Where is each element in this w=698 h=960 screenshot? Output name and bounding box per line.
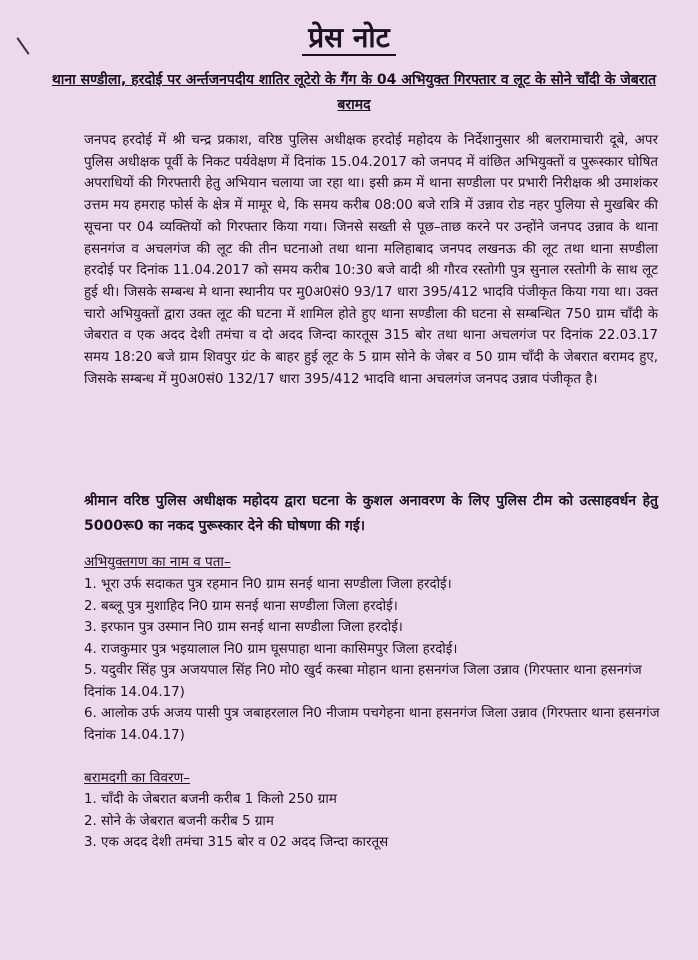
accused-list xyxy=(84,574,662,746)
list-item: 3. इरफान पुत्र उस्मान नि0 ग्राम सनई थाना सण्डीला जिला हरदोई। xyxy=(84,620,403,635)
recovery-heading: बरामदगी का विवरण– xyxy=(84,770,191,786)
reward-paragraph: श्रीमान वरिष्ठ पुलिस अधीक्षक महोदय द्वारा घटना के कुशल अनावरण के लिए पुलिस टीम को उत्साहवर्धन हेतु 5000रू0 का नकद पुरूस्कार देने की घोषणा की गई। xyxy=(84,493,658,534)
recovery-list xyxy=(84,789,662,854)
list-item: 1. चाँदी के जेबरात बजनी करीब 1 किलो 250 ग्राम xyxy=(84,792,337,807)
list-item: 2. सोने के जेबरात बजनी करीब 5 ग्राम xyxy=(84,813,274,829)
list-item: 5. यदुवीर सिंह पुत्र अजयपाल सिंह नि0 मो0 खुर्द कस्बा मोहान थाना हसनगंज जिला उन्नाव (गिरफ्तार थाना हसनगंज दिनांक 14.04.17) xyxy=(84,663,642,700)
list-item: 2. बब्लू पुत्र मुशाहिद नि0 ग्राम सनई थाना सण्डीला जिला हरदोई। xyxy=(84,598,398,614)
body-paragraph: जनपद हरदोई में श्री चन्द्र प्रकाश, वरिष्ठ पुलिस अधीक्षक हरदोई महोदय के निर्देशानुसार श्री बलरामाचारी दूबे, अपर पुलिस अधीक्षक पूर्वी के निकट पर्यवेक्षण में दिनांक 15.04.2017 को जनपद में वांछित अभियुक्तों व पुरूस्कार घोषित अपराधियों की गिरफ्तारी हेतु अभियान चलाया जा रहा था। इसी क्रम में थाना सण्डीला पर प्रभारी निरीक्षक श्री उमाशंकर उत्तम मय हमराह फोर्स के क्षेत्र में मामूर थे, कि समय करीब 08:00 बजे रात्रि में उन्नाव रोड नहर पुलिया से मुखबिर की सूचना पर 04 व्यक्तियों को गिरफ्तार किया गया। जिनसे सख्ती से पूछ–ताछ करने पर उन्होंने जनपद उन्नाव के थाना हसनगंज व अचलगंज की लूट की तीन घटनाओ तथा थाना मलिहाबाद जनपद लखनऊ की लूट तथा थाना सण्डीला हरदोई पर दिनांक 11.04.2017 को समय करीब 10:30 बजे वादी श्री गौरव रस्तोगी पुत्र सुनाल रस्तोगी के साथ लूट हुई थी। जिसके सम्बन्ध मे थाना स्थानीय पर मु0अ0सं0 93/17 धारा 395/412 भादवि पंजीकृत किया गया था। उक्त चारो अभियुक्तों द्वारा उक्त लूट की घटना में शामिल होते हुए थाना सण्डीला की घटना से सम्बन्धित 750 ग्राम चाँदी के जेबरात व एक अदद देशी तमंचा व दो अदद जिन्दा कारतूस 315 बोर तथा थाना अचलगंज पर दिनांक 22.03.17 समय 18:20 बजे ग्राम शिवपुर ग्रंट के बाहर हुई लूट के 5 ग्राम सोने के जेबर व 50 ग्राम चाँदी के जेबरात बरामद हुए, जिसके सम्बन्ध में मु0अ0सं0 132/17 धारा 395/412 भादवि थाना अचलगंज जनपद उन्नाव पंजीकृत है। xyxy=(84,133,658,387)
list-item: 6. आलोक उर्फ अजय पासी पुत्र जबाहरलाल नि0 नीजाम पचगेहना थाना हसनगंज जिला उन्नाव (गिरफ्तार थाना हसनगंज दिनांक 14.04.17) xyxy=(84,706,660,743)
list-item: 1. भूरा उर्फ सदाकत पुत्र रहमान नि0 ग्राम सनई थाना सण्डीला जिला हरदोई। xyxy=(84,577,452,592)
accused-heading: अभियुक्तगण का नाम व पता– xyxy=(84,554,231,570)
list-item: 4. राजकुमार पुत्र भइयालाल नि0 ग्राम घूसपाहा थाना कासिमपुर जिला हरदोई। xyxy=(84,641,458,657)
headline: थाना सण्डीला, हरदोई पर अर्न्तजनपदीय शातिर लूटेरो के गैंग के 04 अभियुक्त गिरफ्तार व लूट के सोने चाँदी के जेबरात बरामद xyxy=(51,72,657,113)
page-title-text: प्रेस नोट xyxy=(302,21,396,56)
page-title xyxy=(0,18,698,56)
list-item: 3. एक अदद देशी तमंचा 315 बोर व 02 अदद जिन्दा कारतूस xyxy=(84,835,389,850)
